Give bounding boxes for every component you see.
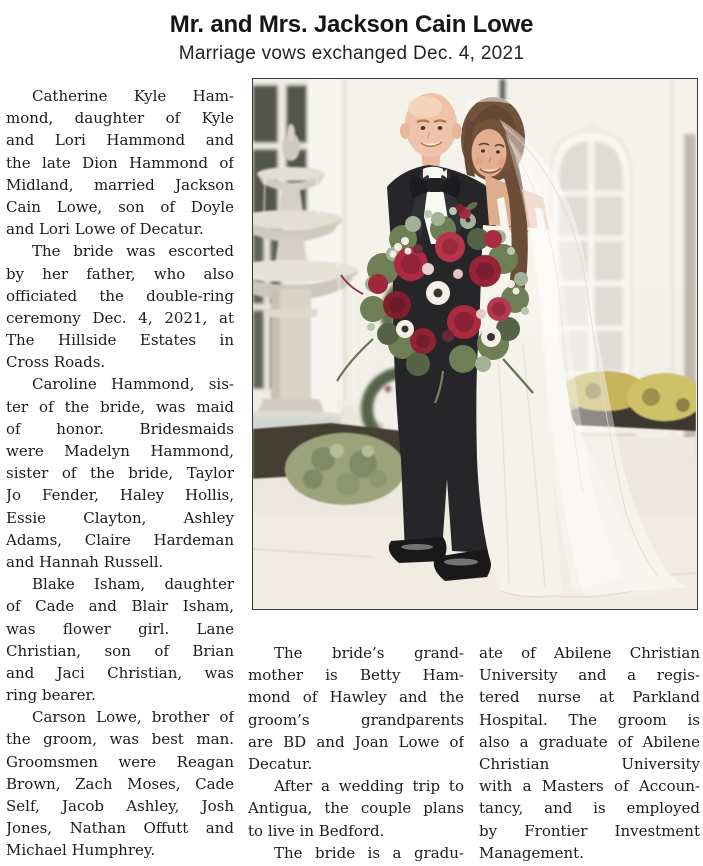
article-line: are BD and Joan Lowe of [248,732,464,751]
article-line: tancy, and is employed [479,799,700,818]
article-line: with a Masters of Accoun- [479,777,700,796]
article-line: to live in Bedford. [248,821,385,840]
article-line: Catherine Kyle Ham- [32,87,234,105]
article-line: tered nurse at Parkland [479,688,700,707]
article-line: The Hillside Estates in [6,331,234,350]
article-line: groom’s grandparents [248,710,464,729]
article-line: Hospital. The groom is [479,710,700,729]
article-line: by her father, who also [6,264,234,283]
article-line: and Lori Lowe of Decatur. [6,220,204,239]
article-line: The bride is a gradu- [274,843,464,862]
article-line: sister of the bride, Taylor [6,464,234,483]
wedding-photo [252,78,698,610]
article-line: and Jaci Christian, was [6,663,234,682]
article-line: ate of Abilene Christian [479,644,700,662]
wedding-photo-illustration [253,79,696,608]
article-line: Essie Clayton, Ashley [6,508,234,527]
article-line: Adams, Claire Hardeman [6,530,234,549]
article-line: After a wedding trip to [274,777,464,796]
article-line: of Cade and Blair Isham, [6,597,234,616]
article-line: ter of the bride, was maid [6,397,234,416]
article-line: Groomsmen were Reagan [6,752,234,771]
article-line: ring bearer. [6,686,96,705]
article-line: Carson Lowe, brother of [32,708,234,727]
article-line: The bride’s grand- [274,644,464,662]
article-line: University and a regis- [479,666,700,685]
article-line: Christian University [479,754,700,773]
article-line: Self, Jacob Ashley, Josh [6,797,234,815]
article-line: Cain Lowe, son of Doyle [6,197,234,216]
article-line: Decatur. [248,754,313,773]
article-line: by Frontier Investment [479,821,700,840]
article-line: Jo Fender, Haley Hollis, [6,486,234,505]
article-line: The bride was escorted [32,242,234,261]
article-line: ceremony Dec. 4, 2021, at [6,308,234,327]
article-line: also a graduate of Abilene [479,732,700,751]
article-line: mond, daughter of Kyle [6,109,234,128]
photo-warm-tint [253,79,696,608]
article-line: were Madelyn Hammond, [6,442,234,460]
article-line: was flower girl. Lane [6,619,234,638]
article-line: mother is Betty Ham- [248,666,464,685]
article-line: and Hannah Russell. [6,552,164,571]
article-line: the groom, was best man. [6,730,234,749]
article-line: of honor. Bridesmaids [6,419,234,438]
article-line: Caroline Hammond, sis- [32,375,234,394]
article-line: Midland, married Jackson [6,175,234,194]
article-column-right [479,642,700,864]
article-line: the late Dion Hammond of [6,153,234,172]
article-line: Jones, Nathan Offutt and [6,819,234,838]
article-line: and Lori Hammond and [6,131,234,150]
article-column-middle [248,642,464,864]
article-line: Christian, son of Brian [6,641,234,660]
article-column-left [6,85,234,862]
article-line: Antigua, the couple plans [248,799,464,818]
article-line: Michael Humphrey. [6,841,156,860]
article-line: mond of Hawley and the [248,688,464,707]
article-line: Brown, Zach Moses, Cade [6,774,234,793]
article-line: officiated the double-ring [6,286,234,305]
page-title: Mr. and Mrs. Jackson Cain Lowe [169,11,534,38]
article-line: Management. [479,843,584,862]
article-line: Blake Isham, daughter [32,575,234,594]
article-line: Cross Roads. [6,353,106,372]
page-subtitle: Marriage vows exchanged Dec. 4, 2021 [178,43,525,64]
